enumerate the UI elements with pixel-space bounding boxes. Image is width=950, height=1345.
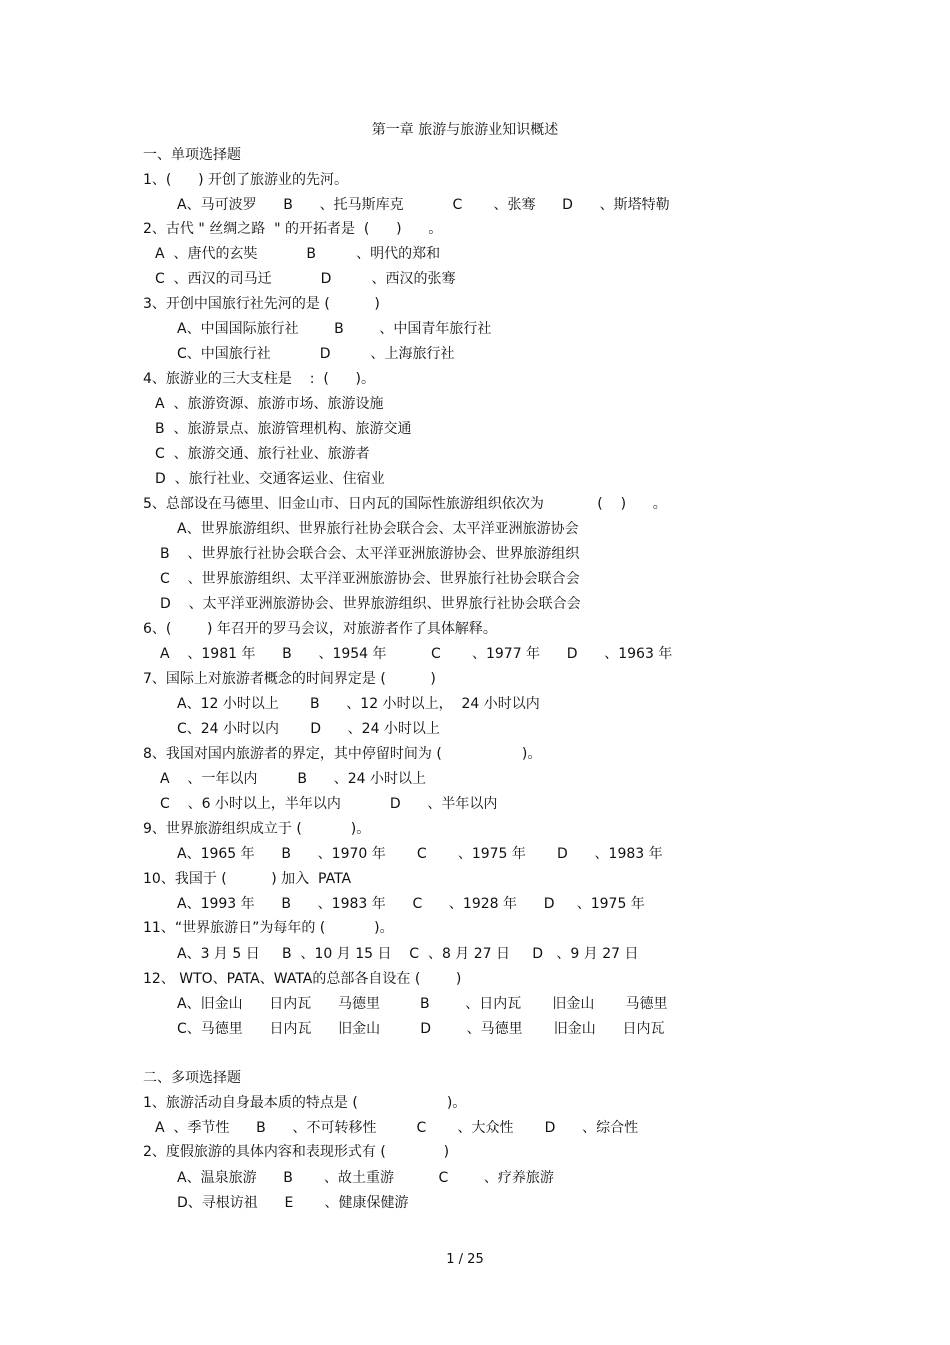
mc-question-2-options-de: D、寻根访祖 E 、健康保健游 (177, 1195, 409, 1211)
page-title: 第一章 旅游与旅游业知识概述 (371, 122, 559, 138)
section-heading-multiple-choice: 二、多项选择题 (143, 1070, 241, 1086)
page-number: 1 / 25 (446, 1252, 484, 1267)
question-12-options-ab: A、旧金山 日内瓦 马德里 B 、日内瓦 旧金山 马德里 (177, 996, 668, 1012)
question-8: 8、我国对国内旅游者的界定，其中停留时间为 ( )。 (143, 746, 542, 762)
question-5-option-c: C 、世界旅游组织、太平洋亚洲旅游协会、世界旅行社协会联合会 (160, 571, 580, 587)
question-3-options-cd: C、中国旅行社 D 、上海旅行社 (177, 346, 455, 362)
question-8-options-cd: C 、6 小时以上，半年以内 D 、半年以内 (160, 796, 498, 812)
question-1-options: A、马可波罗 B 、托马斯库克 C 、张骞 D 、斯塔特勒 (177, 197, 670, 213)
mc-question-1: 1、旅游活动自身最本质的特点是 ( )。 (143, 1095, 467, 1111)
question-5-option-b: B 、世界旅行社协会联合会、太平洋亚洲旅游协会、世界旅游组织 (160, 546, 580, 562)
question-11-options: A、3 月 5 日 B 、10 月 15 日 C 、8 月 27 日 D 、9 月 27 日 (177, 946, 639, 962)
question-6-options: A 、1981 年 B 、1954 年 C 、1977 年 D 、1963 年 (160, 646, 673, 662)
question-2-options-ab: A 、唐代的玄奘 B 、明代的郑和 (155, 246, 441, 262)
mc-question-2-options-abc: A、温泉旅游 B 、故土重游 C 、疗养旅游 (177, 1170, 554, 1186)
question-10-options: A、1993 年 B 、1983 年 C 、1928 年 D 、1975 年 (177, 896, 645, 912)
question-8-options-ab: A 、一年以内 B 、24 小时以上 (160, 771, 426, 787)
question-7: 7、国际上对旅游者概念的时间界定是 ( ) (143, 671, 436, 687)
question-1: 1、( ) 开创了旅游业的先河。 (143, 172, 348, 188)
question-6: 6、( ) 年召开的罗马会议，对旅游者作了具体解释。 (143, 621, 497, 637)
question-3-options-ab: A、中国国际旅行社 B 、中国青年旅行社 (177, 321, 492, 337)
question-9: 9、世界旅游组织成立于 ( )。 (143, 821, 371, 837)
question-5-option-a: A、世界旅游组织、世界旅行社协会联合会、太平洋亚洲旅游协会 (177, 521, 579, 537)
mc-question-1-options: A 、季节性 B 、不可转移性 C 、大众性 D 、综合性 (155, 1120, 639, 1136)
question-5-option-d: D 、太平洋亚洲旅游协会、世界旅游组织、世界旅行社协会联合会 (160, 596, 581, 612)
question-5: 5、总部设在马德里、旧金山市、日内瓦的国际性旅游组织依次为 ( ) 。 (143, 496, 667, 512)
question-2-options-cd: C 、西汉的司马迁 D 、西汉的张骞 (155, 271, 456, 287)
question-4-option-c: C 、旅游交通、旅行社业、旅游者 (155, 446, 370, 462)
question-7-options-ab: A、12 小时以上 B 、12 小时以上， 24 小时以内 (177, 696, 540, 712)
question-4-option-b: B 、旅游景点、旅游管理机构、旅游交通 (155, 421, 412, 437)
question-7-options-cd: C、24 小时以内 D 、24 小时以上 (177, 721, 440, 737)
question-2: 2、古代 " 丝绸之路 " 的开拓者是 ( ) 。 (143, 221, 443, 237)
section-heading-single-choice: 一、单项选择题 (143, 147, 241, 163)
question-11: 11、“世界旅游日”为每年的 ( )。 (143, 920, 394, 936)
mc-question-2: 2、度假旅游的具体内容和表现形式有 ( ) (143, 1144, 450, 1160)
question-12-options-cd: C、马德里 日内瓦 旧金山 D 、马德里 旧金山 日内瓦 (177, 1021, 665, 1037)
question-10: 10、我国于 ( ) 加入 PATA (143, 871, 352, 887)
question-4-option-a: A 、旅游资源、旅游市场、旅游设施 (155, 396, 384, 412)
question-3: 3、开创中国旅行社先河的是 ( ) (143, 296, 380, 312)
question-4-option-d: D 、旅行社业、交通客运业、住宿业 (155, 471, 385, 487)
question-12: 12、 WTO、PATA、WATA的总部各自设在 ( ) (143, 971, 462, 987)
question-9-options: A、1965 年 B 、1970 年 C 、1975 年 D 、1983 年 (177, 846, 663, 862)
question-4: 4、旅游业的三大支柱是 : ( )。 (143, 371, 375, 387)
